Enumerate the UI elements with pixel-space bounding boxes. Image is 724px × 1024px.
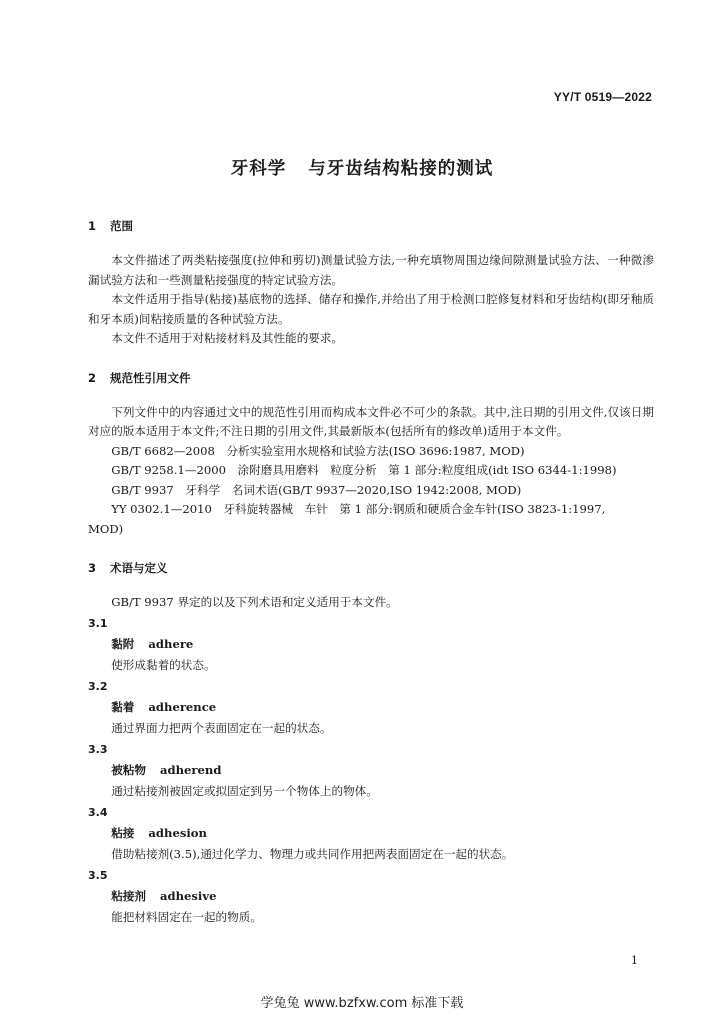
- page-number: 1: [631, 954, 638, 967]
- normative-intro: 下列文件中的内容通过文中的规范性引用而构成本文件必不可少的条款。其中,注日期的引用文件,仅该日期对应的版本适用于本文件;不注日期的引用文件,其最新版本(包括所有的修改单)适用于本文件。: [88, 404, 654, 438]
- section-heading-terms: [88, 557, 654, 579]
- term-name: [88, 886, 654, 907]
- term-en: adherence: [148, 699, 217, 714]
- document-title: [0, 155, 724, 180]
- term-definition: 通过界面力把两个表面固定在一起的状态。: [111, 720, 332, 735]
- term-number: 3.5: [88, 868, 108, 882]
- term-name: [88, 697, 654, 718]
- term-en: adherend: [159, 762, 222, 777]
- term-zh: 黏附: [111, 636, 135, 651]
- terms-intro: GB/T 9937 界定的以及下列术语和定义适用于本文件。: [111, 595, 398, 609]
- term-zh: 粘接剂: [111, 888, 146, 903]
- term-number: 3.3: [88, 742, 108, 756]
- term-name: [88, 760, 654, 781]
- term-zh: 黏着: [111, 699, 135, 714]
- section-number: 2: [88, 370, 97, 385]
- section-title: 术语与定义: [110, 561, 168, 575]
- scope-paragraph: 本文件不适用于对粘接材料及其性能的要求。: [111, 331, 344, 345]
- standard-number: YY/T 0519—2022: [553, 90, 652, 104]
- term-definition: 通过粘接剂被固定或拟固定到另一个物体上的物体。: [111, 783, 378, 798]
- section-heading-scope: [88, 215, 654, 237]
- term-en: adhesion: [148, 825, 207, 840]
- term-number: 3.1: [88, 616, 108, 630]
- title-part-1: 牙科学: [230, 159, 287, 179]
- document-body: [88, 215, 654, 928]
- watermark-footer: 学兔兔 www.bzfxw.com 标准下载: [260, 996, 464, 1011]
- term-definition: 能把材料固定在一起的物质。: [111, 909, 262, 924]
- term-entry: [88, 739, 654, 802]
- section-title: 范围: [110, 219, 133, 233]
- term-number: 3.2: [88, 679, 108, 693]
- title-part-2: 与牙齿结构粘接的测试: [308, 159, 494, 179]
- term-entry: [88, 676, 654, 739]
- reference-item: YY 0302.1—2010 牙科旋转器械 车针 第 1 部分:钢质和硬质合金车针(ISO 3823-1:1997,: [111, 502, 606, 516]
- section-number: 3: [88, 561, 97, 575]
- term-entry: [88, 802, 654, 865]
- term-name: [88, 823, 654, 844]
- reference-item: GB/T 6682—2008 分析实验室用水规格和试验方法(ISO 3696:1987, MOD): [111, 443, 525, 458]
- term-definition: 使形成黏着的状态。: [111, 657, 216, 672]
- term-name: [88, 634, 654, 655]
- scope-paragraph: 本文件适用于指导(粘接)基底物的选择、储存和操作,并给出了用于检测口腔修复材料和牙齿结构(即牙釉质和牙本质)间粘接质量的各种试验方法。: [88, 292, 654, 326]
- section-heading-normative: [88, 367, 654, 389]
- term-definition: 借助粘接剂(3.5),通过化学力、物理力或共同作用把两表面固定在一起的状态。: [111, 846, 514, 861]
- term-zh: 被粘物: [111, 762, 146, 777]
- term-number: 3.4: [88, 805, 108, 819]
- section-number: 1: [88, 219, 97, 233]
- reference-item-continuation: MOD): [88, 521, 124, 536]
- scope-paragraph: 本文件描述了两类粘接强度(拉伸和剪切)测量试验方法,一种充填物周围边缘间隙测量试验方法、一种微渗漏试验方法和一些测量粘接强度的特定试验方法。: [88, 253, 654, 287]
- term-zh: 粘接: [111, 825, 135, 840]
- term-en: adhesive: [159, 888, 217, 903]
- reference-item: GB/T 9258.1—2000 涂附磨具用磨料 粒度分析 第 1 部分:粒度组成(idt ISO 6344-1:1998): [111, 463, 617, 477]
- term-entry: [88, 865, 654, 928]
- section-title: 规范性引用文件: [110, 370, 191, 385]
- term-en: adhere: [148, 636, 194, 651]
- reference-item: GB/T 9937 牙科学 名词术语(GB/T 9937—2020,ISO 1942:2008, MOD): [111, 482, 522, 497]
- term-entry: [88, 613, 654, 676]
